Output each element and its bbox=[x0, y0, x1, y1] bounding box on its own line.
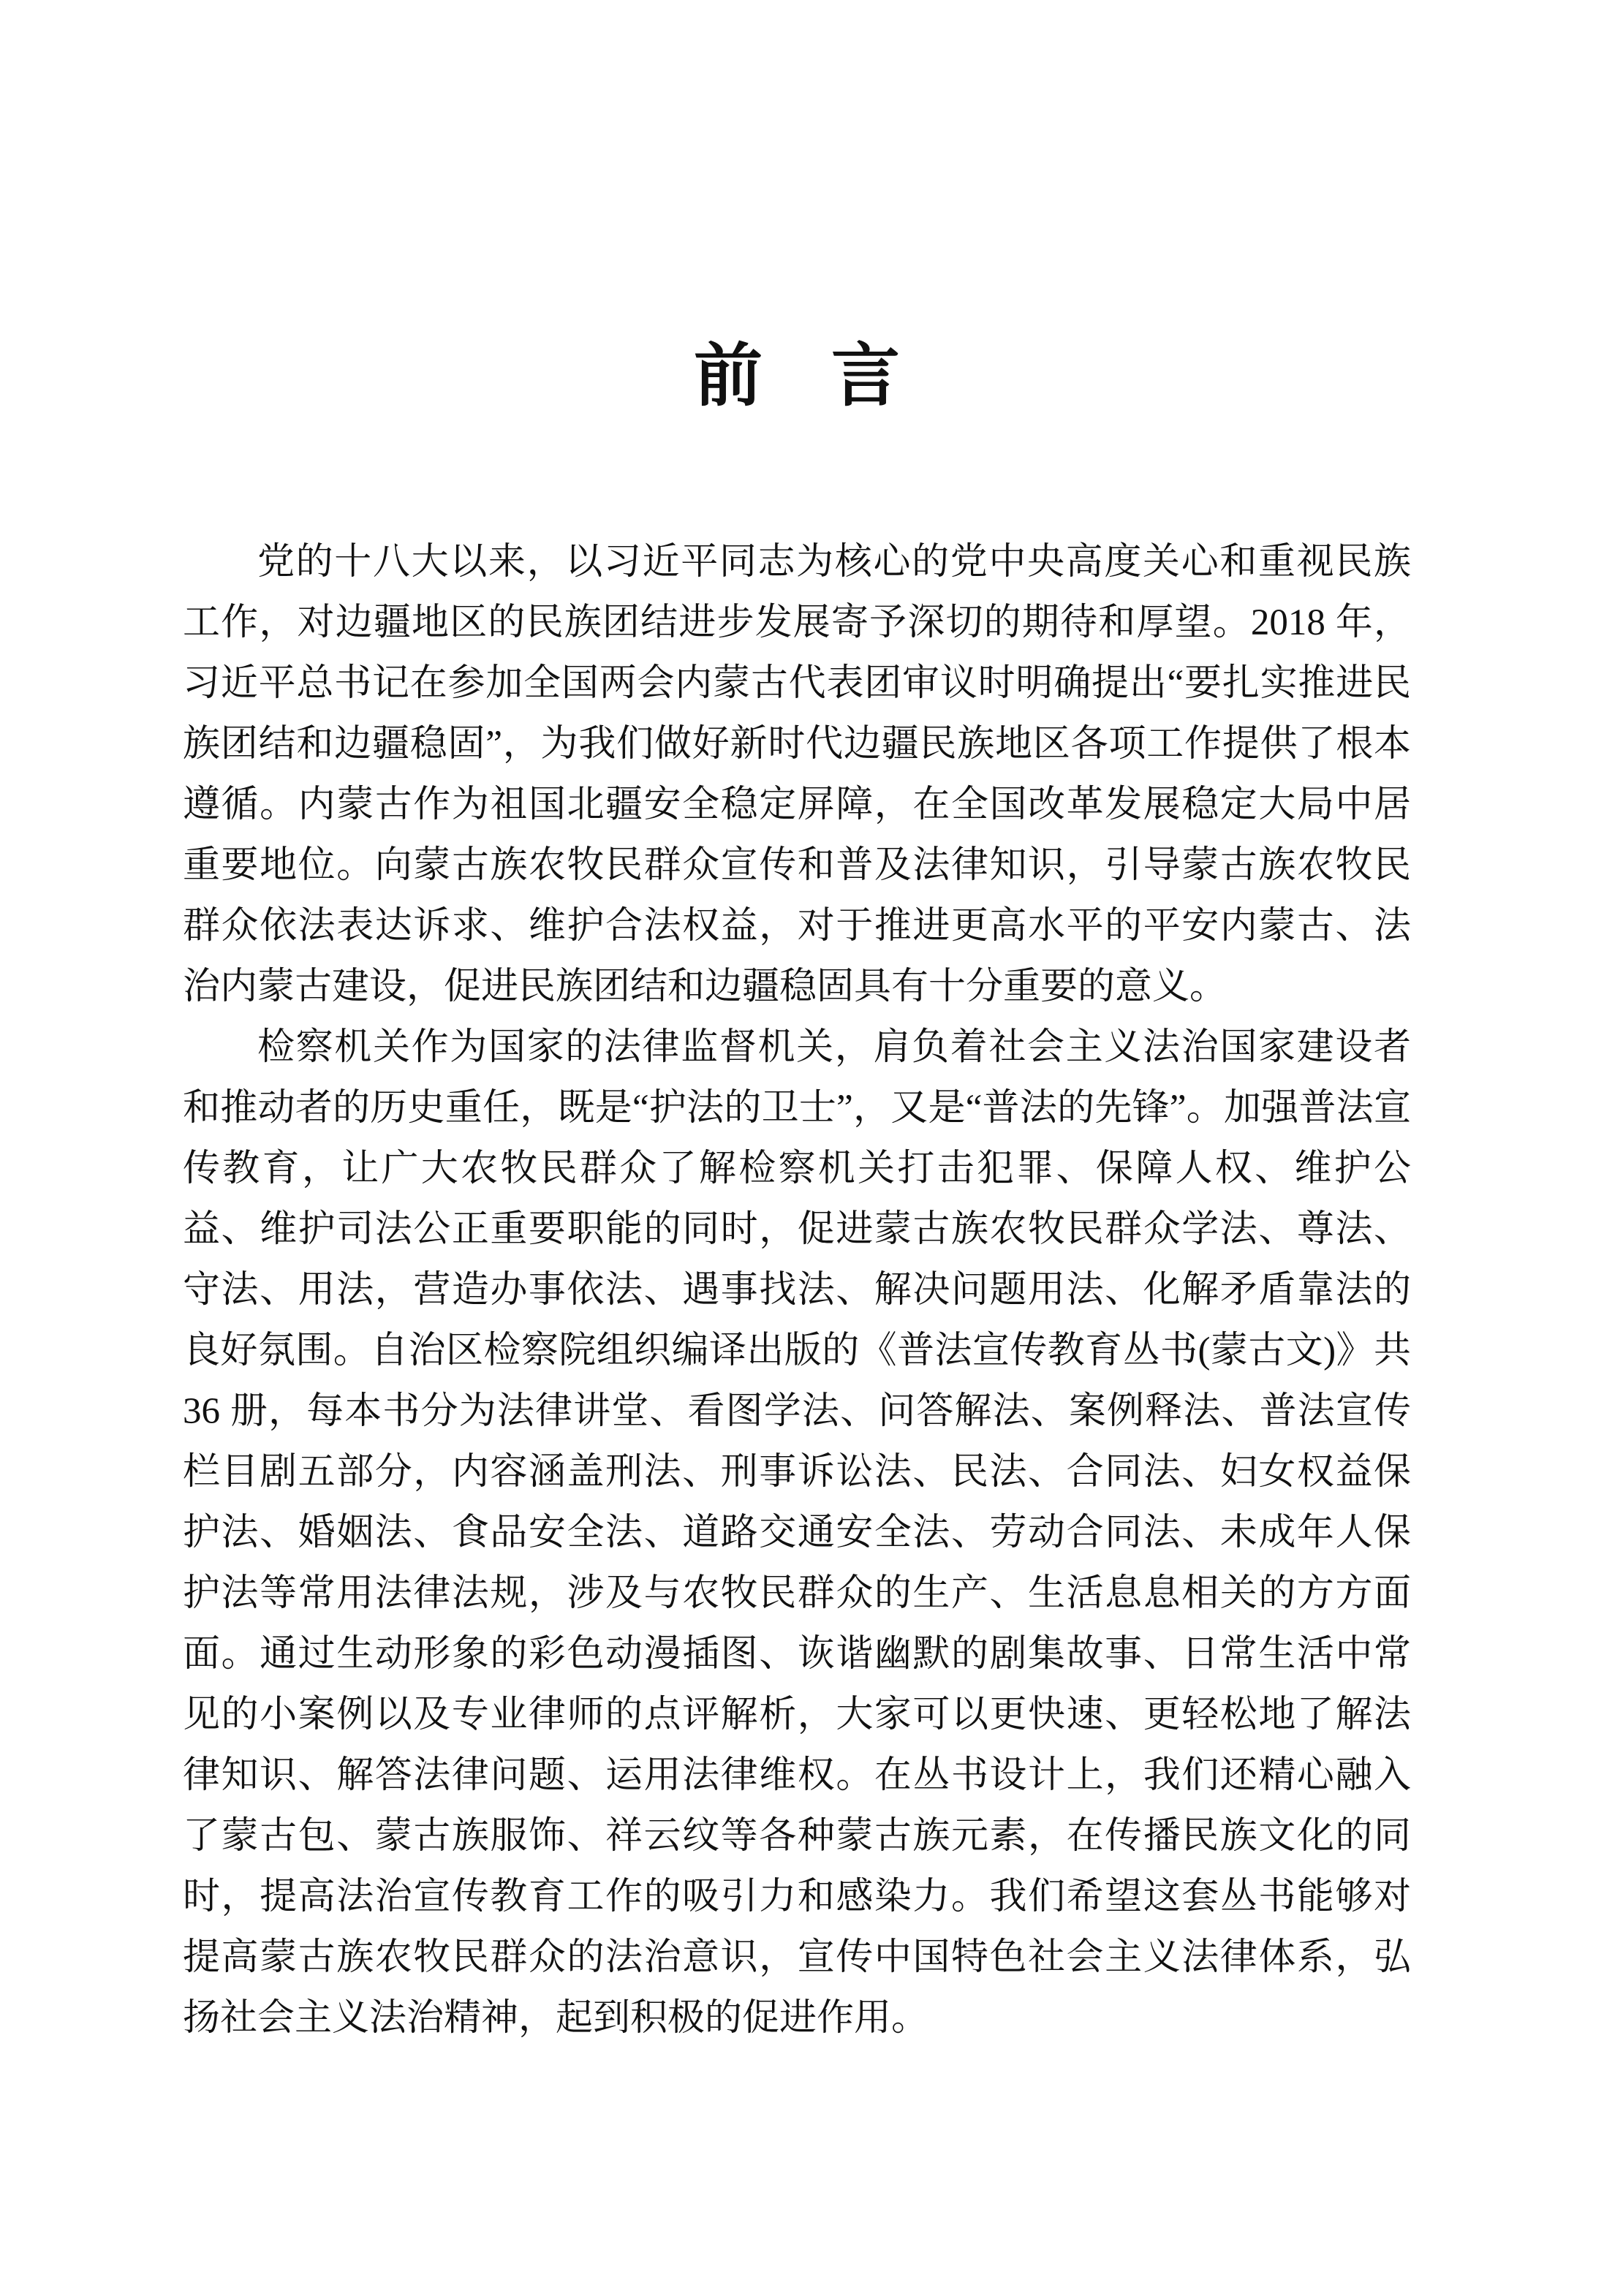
preface-body bbox=[183, 532, 1411, 2049]
preface-paragraph: 检察机关作为国家的法律监督机关，肩负着社会主义法治国家建设者和推动者的历史重任，既是“护法的卫士”，又是“普法的先锋”。加强普法宣传教育，让广大农牧民群众了解检察机关打击犯罪、保障人权、维护公益、维护司法公正重要职能的同时，促进蒙古族农牧民群众学法、尊法、守法、用法，营造办事依法、遇事找法、解决问题用法、化解矛盾靠法的良好氛围。自治区检察院组织编译出版的《普法宣传教育丛书(蒙古文)》共 36 册，每本书分为法律讲堂、看图学法、问答解法、案例释法、普法宣传栏目剧五部分，内容涵盖刑法、刑事诉讼法、民法、合同法、妇女权益保护法、婚姻法、食品安全法、道路交通安全法、劳动合同法、未成年人保护法等常用法律法规，涉及与农牧民群众的生产、生活息息相关的方方面面。通过生动形象的彩色动漫插图、诙谐幽默的剧集故事、日常生活中常见的小案例以及专业律师的点评解析，大家可以更快速、更轻松地了解法律知识、解答法律问题、运用法律维权。在丛书设计上，我们还精心融入了蒙古包、蒙古族服饰、祥云纹等各种蒙古族元素，在传播民族文化的同时，提高法治宣传教育工作的吸引力和感染力。我们希望这套丛书能够对提高蒙古族农牧民群众的法治意识，宣传中国特色社会主义法律体系，弘扬社会主义法治精神，起到积极的促进作用。 bbox=[183, 1027, 1411, 2039]
preface-paragraph: 党的十八大以来，以习近平同志为核心的党中央高度关心和重视民族工作，对边疆地区的民族团结进步发展寄予深切的期待和厚望。2018 年，习近平总书记在参加全国两会内蒙古代表团审议时明确提出“要扎实推进民族团结和边疆稳固”，为我们做好新时代边疆民族地区各项工作提供了根本遵循。内蒙古作为祖国北疆安全稳定屏障，在全国改革发展稳定大局中居重要地位。向蒙古族农牧民群众宣传和普及法律知识，引导蒙古族农牧民群众依法表达诉求、维护合法权益，对于推进更高水平的平安内蒙古、法治内蒙古建设，促进民族团结和边疆稳固具有十分重要的意义。 bbox=[183, 542, 1411, 1007]
page-title: 前 言 bbox=[693, 338, 900, 414]
